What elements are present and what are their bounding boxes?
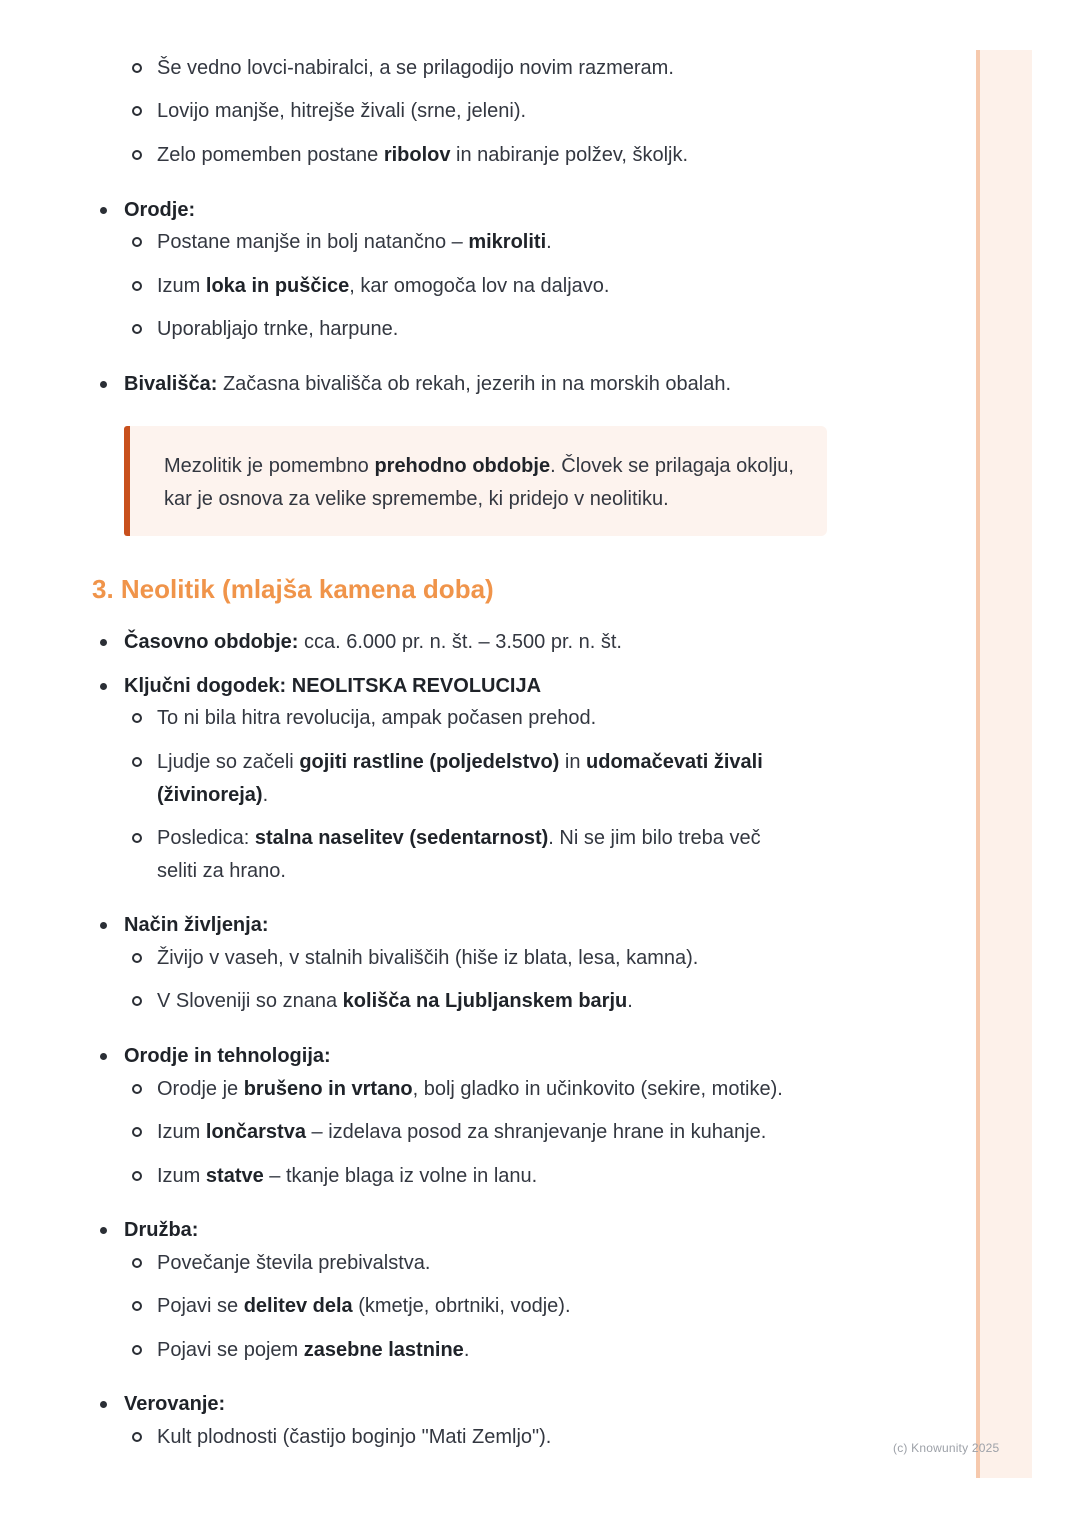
bullet-tehnologija: Orodje in tehnologija: <box>124 1041 331 1071</box>
list-item: Uporabljajo trnke, harpune. <box>157 313 398 346</box>
list-item: To ni bila hitra revolucija, ampak počasen prehod. <box>157 702 596 735</box>
watermark: (c) Knowunity 2025 <box>893 1441 1000 1455</box>
page-side-line <box>976 50 980 1478</box>
list-item-continuation: (živinoreja). <box>157 784 269 806</box>
list-item: Povečanje števila prebivalstva. <box>157 1247 430 1280</box>
callout-accent-bar <box>124 426 130 536</box>
bullet-nacin: Način življenja: <box>124 910 269 940</box>
bullet-verovanje: Verovanje: <box>124 1389 225 1419</box>
list-item-continuation: seliti za hrano. <box>157 860 286 882</box>
callout-text: Mezolitik je pomembno prehodno obdobje. Človek se prilagaja okolju, kar je osnova za velike spremembe, ki pridejo v neolitiku. <box>164 455 794 510</box>
list-item: Lovijo manjše, hitrejše živali (srne, jeleni). <box>157 95 526 128</box>
list-item: Zelo pomemben postane ribolov in nabiranje polžev, školjk. <box>157 139 688 172</box>
list-item: Izum lončarstva – izdelava posod za shranjevanje hrane in kuhanje. <box>157 1116 766 1149</box>
list-item: V Sloveniji so znana kolišča na Ljubljanskem barju. <box>157 985 633 1018</box>
list-item: Še vedno lovci-nabiralci, a se prilagodijo novim razmeram. <box>157 52 674 85</box>
list-item: Izum statve – tkanje blaga iz volne in lanu. <box>157 1160 537 1193</box>
callout-box <box>124 426 827 536</box>
list-item: Živijo v vaseh, v stalnih bivališčih (hiše iz blata, lesa, kamna). <box>157 942 698 975</box>
bullet-dogodek: Ključni dogodek: NEOLITSKA REVOLUCIJA <box>124 671 541 701</box>
bullet-bivalisca: Bivališča: Začasna bivališča ob rekah, jezerih in na morskih obalah. <box>124 369 731 399</box>
list-item: Pojavi se delitev dela (kmetje, obrtniki, vodje). <box>157 1290 571 1323</box>
list-item: Orodje je brušeno in vrtano, bolj gladko in učinkovito (sekire, motike). <box>157 1073 783 1106</box>
list-item: Posledica: stalna naselitev (sedentarnost). Ni se jim bilo treba več <box>157 822 761 855</box>
list-item: Pojavi se pojem zasebne lastnine. <box>157 1334 469 1367</box>
list-item: Izum loka in puščice, kar omogoča lov na daljavo. <box>157 270 609 303</box>
bullet-orodje: Orodje: <box>124 195 195 225</box>
section-heading: 3. Neolitik (mlajša kamena doba) <box>92 574 494 604</box>
list-item: Ljudje so začeli gojiti rastline (poljedelstvo) in udomačevati živali <box>157 746 763 779</box>
list-item: Kult plodnosti (častijo boginjo "Mati Zemljo"). <box>157 1421 551 1454</box>
list-item: Postane manjše in bolj natančno – mikroliti. <box>157 226 552 259</box>
page-side-band <box>976 50 1032 1478</box>
bullet-druzba: Družba: <box>124 1215 198 1245</box>
bullet-casovno: Časovno obdobje: cca. 6.000 pr. n. št. – 3.500 pr. n. št. <box>124 627 622 657</box>
